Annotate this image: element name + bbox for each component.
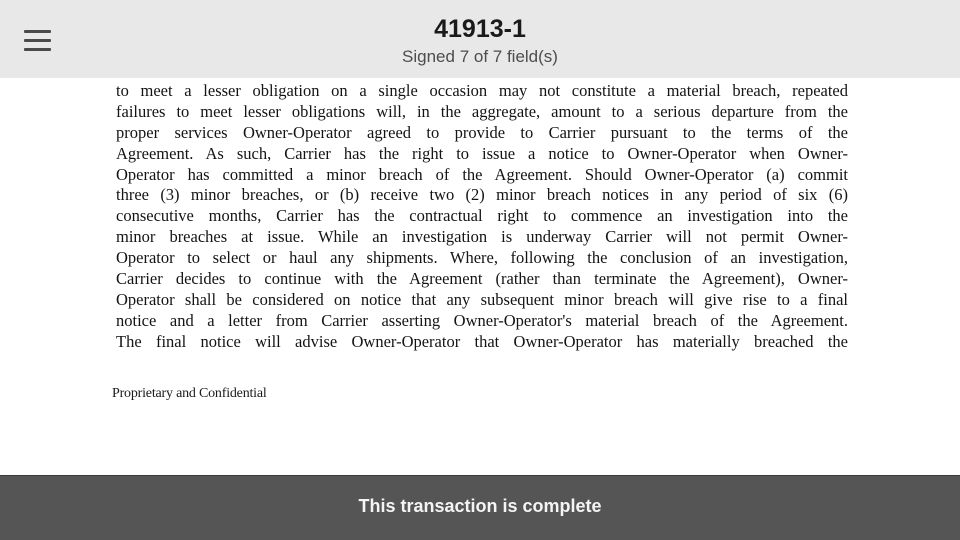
paragraph-line: Operator has committed a minor breach of the Agreement. Should Owner-Operator (a) commit: [116, 164, 848, 184]
paragraph-line: failures to meet lesser obligations will, in the aggregate, amount to a serious departure from the: [116, 101, 848, 121]
paragraph-line: Agreement. As such, Carrier has the right to issue a notice to Owner-Operator when Owner-: [116, 143, 848, 163]
paragraph-line: The final notice will advise Owner-Operator that Owner-Operator has materially breached the: [116, 331, 848, 351]
top-bar: [0, 0, 960, 78]
paragraph-line: minor breaches at issue. While an investigation is underway Carrier will not permit Owner-: [116, 227, 848, 247]
transaction-status-bar: [0, 475, 960, 540]
paragraph-line: Operator to select or haul any shipments. Where, following the conclusion of an investigation,: [116, 248, 848, 268]
document-title: 41913-1: [434, 15, 526, 43]
paragraph-line: notice and a letter from Carrier asserting Owner-Operator's material breach of the Agreement.: [116, 310, 848, 330]
paragraph-line: to meet a lesser obligation on a single occasion may not constitute a material breach, repeated: [116, 81, 848, 100]
paragraph-line: Carrier decides to continue with the Agreement (rather than terminate the Agreement), Owner-: [116, 269, 848, 289]
proprietary-footer-note: Proprietary and Confidential: [112, 386, 267, 401]
agreement-paragraph: [116, 81, 848, 353]
signed-fields-status: Signed 7 of 7 field(s): [402, 47, 558, 66]
paragraph-line: three (3) minor breaches, or (b) receive two (2) minor breach notices in any period of six (6): [116, 185, 848, 205]
document-page[interactable]: [0, 78, 960, 475]
paragraph-line: consecutive months, Carrier has the contractual right to commence an investigation into the: [116, 206, 848, 226]
paragraph-line: proper services Owner-Operator agreed to provide to Carrier pursuant to the terms of the: [116, 122, 848, 142]
paragraph-line: Operator shall be considered on notice that any subsequent minor breach will give rise to a final: [116, 289, 848, 309]
transaction-complete-message: This transaction is complete: [358, 496, 602, 516]
